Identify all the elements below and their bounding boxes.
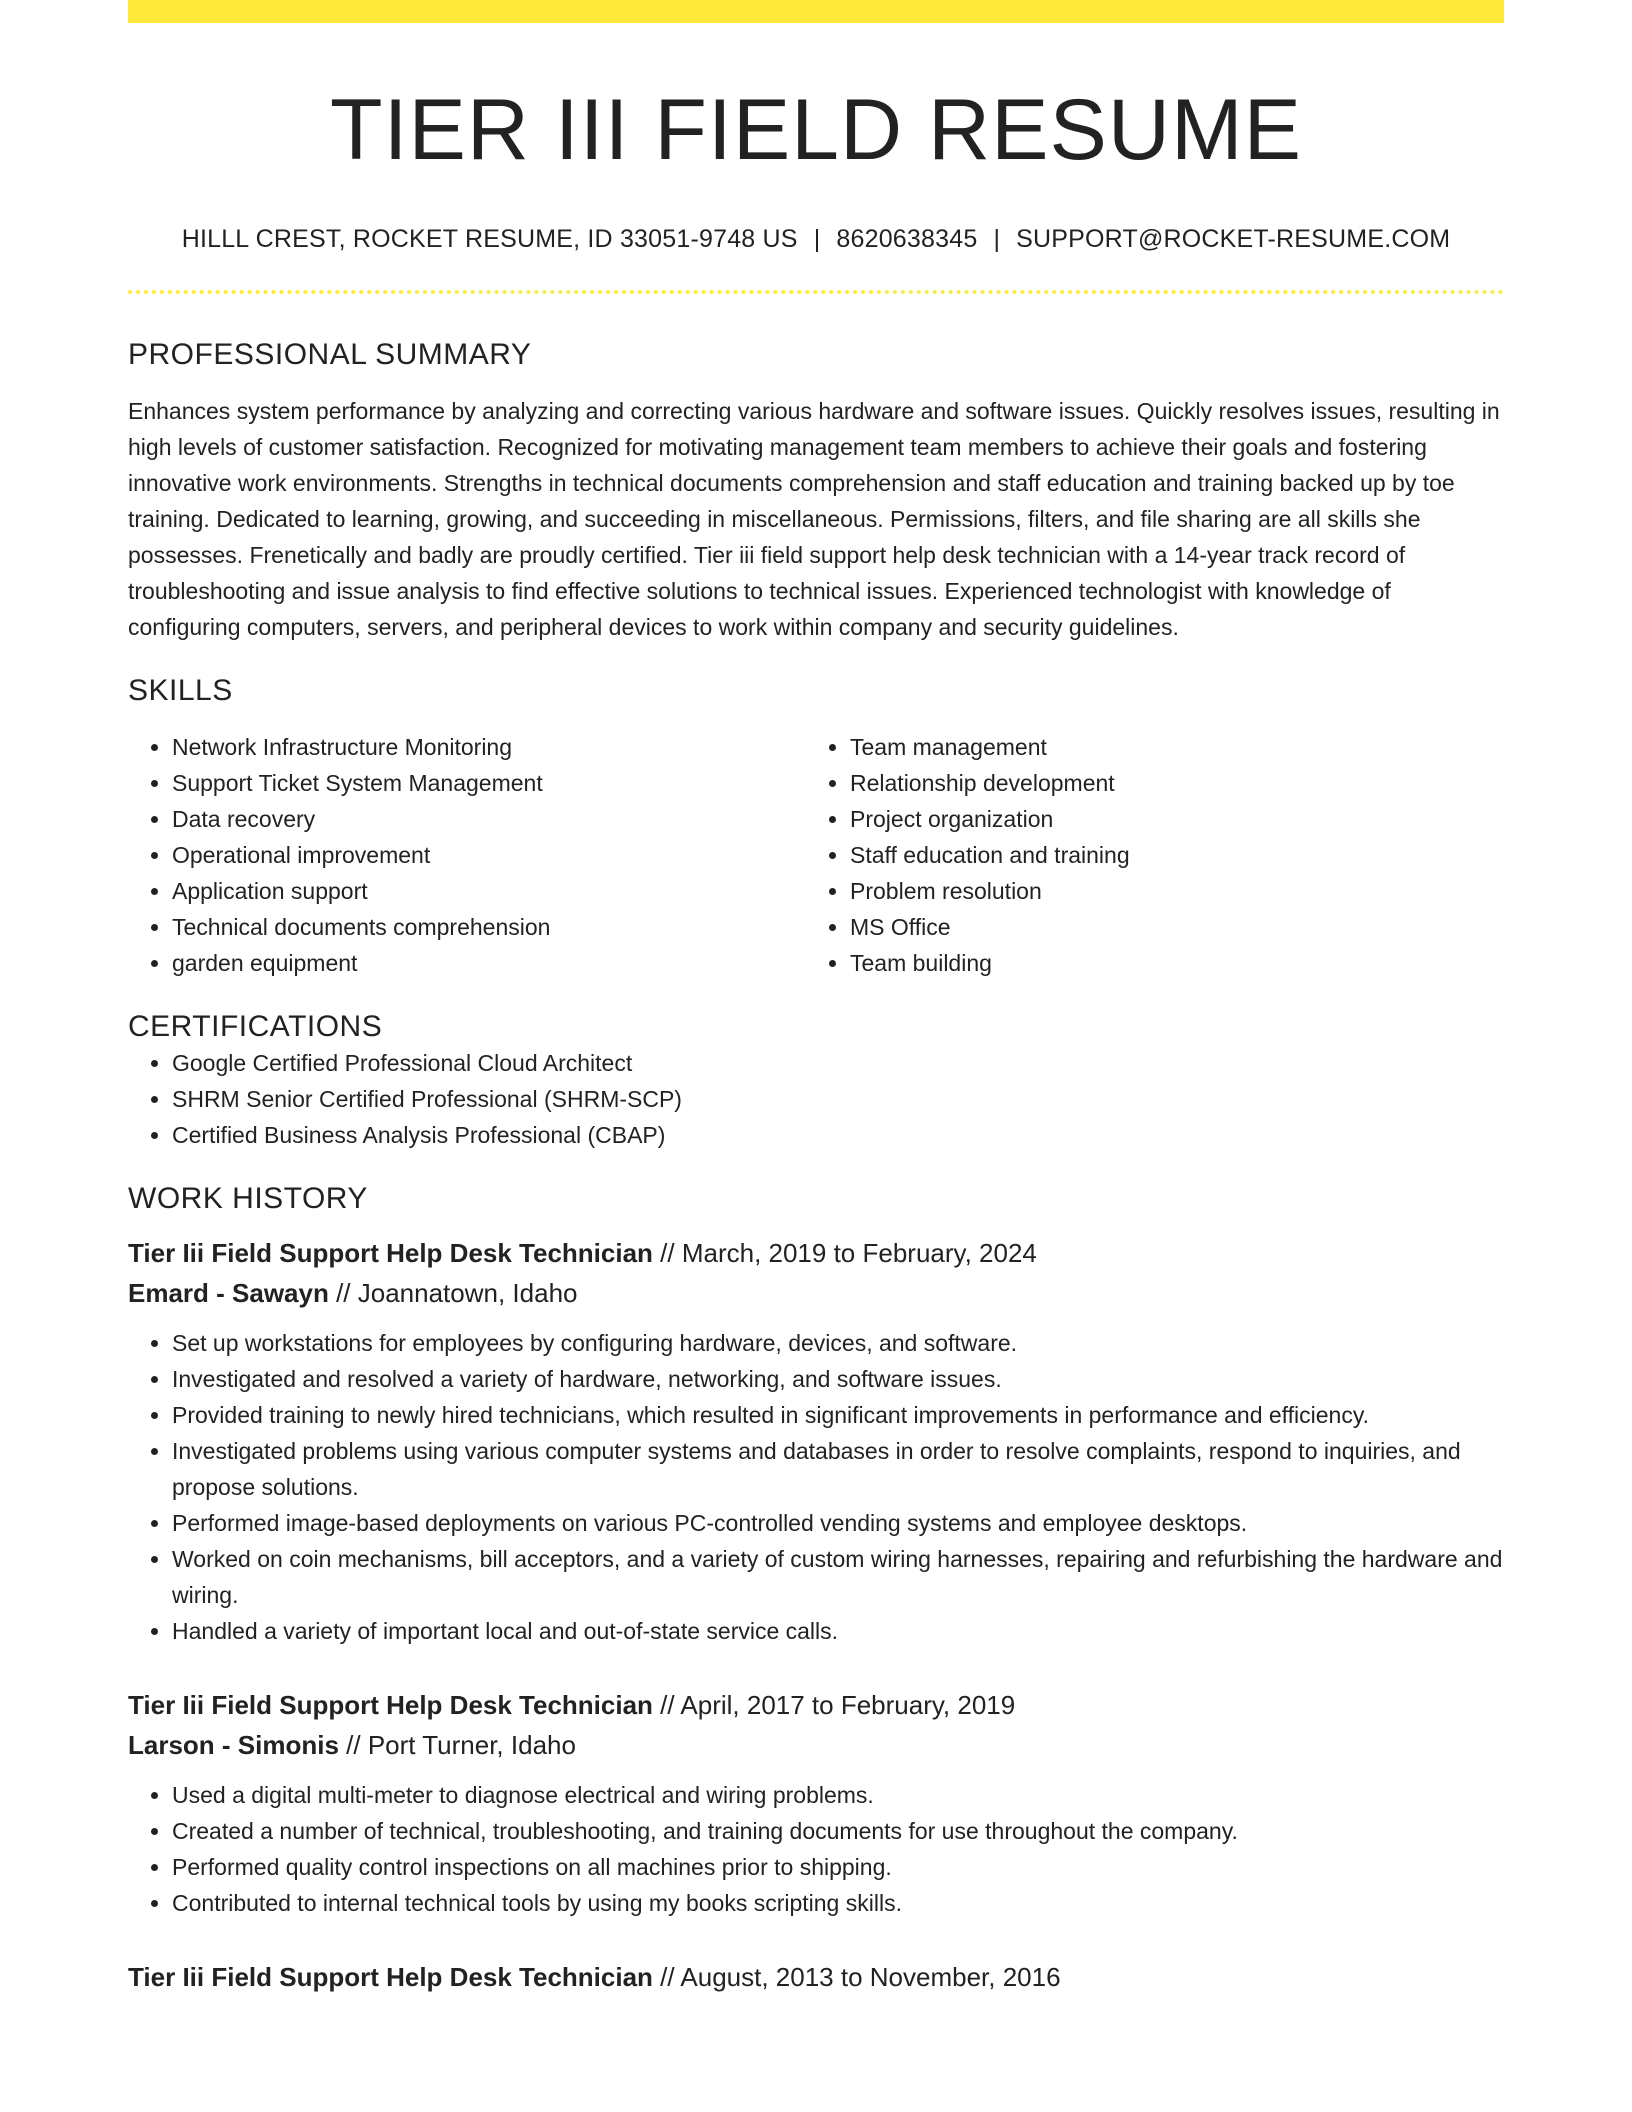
job-duty: • Contributed to internal technical tools by using my books scripting skills. [172,1885,1504,1921]
company-line [128,1725,1504,1765]
job-title-line [128,1685,1504,1725]
skill-item: • Relationship development [850,765,1484,801]
job-title: Tier Iii Field Support Help Desk Technician [128,1237,653,1268]
skills-column-left [128,729,806,981]
skill-item: • Team building [850,945,1484,981]
skill-item: • Problem resolution [850,873,1484,909]
job-title-line [128,1957,1504,1997]
skill-item: • Operational improvement [172,837,806,873]
skill-item: • Application support [172,873,806,909]
company-name: Emard - Sawayn [128,1277,329,1308]
job-title: Tier Iii Field Support Help Desk Technician [128,1689,653,1720]
resume-page [128,0,1504,1997]
contact-email: SUPPORT@ROCKET-RESUME.COM [1016,224,1451,253]
company-name: Larson - Simonis [128,1729,339,1760]
summary-text: Enhances system performance by analyzing and correcting various hardware and software issues. Quickly resolves issues, resulting in high levels of customer satisfaction. Recognized for motivating management team members to achieve their goals and fostering innovative work environments. Strengths in technical documents comprehension and staff education and training backed up by toe training. Dedicated to learning, growing, and succeeding in miscellaneous. Permissions, filters, and file sharing are all skills she possesses. Frenetically and badly are proudly certified. Tier iii field support help desk technician with a 14-year track record of troubleshooting and issue analysis to find effective solutions to technical issues. Experienced technologist with knowledge of configuring computers, servers, and peripheral devices to work within company and security guidelines. [128,397,1500,640]
job-duty: • Created a number of technical, troubleshooting, and training documents for use throughout the company. [172,1813,1504,1849]
skill-item: • Technical documents comprehension [172,909,806,945]
certification-item: • Google Certified Professional Cloud Architect [172,1045,1504,1081]
skills-grid [128,729,1504,981]
job-dates: // March, 2019 to February, 2024 [652,1237,1037,1268]
summary-heading: PROFESSIONAL SUMMARY [128,337,532,371]
job-entry [128,1685,1504,1921]
skill-item: • MS Office [850,909,1484,945]
dotted-divider [128,290,1504,294]
skill-item: • Team management [850,729,1484,765]
job-entry [128,1957,1504,1997]
job-duty: • Provided training to newly hired technicians, which resulted in significant improvements in performance and efficiency. [172,1397,1504,1433]
contact-phone: 8620638345 [836,224,978,253]
company-line [128,1273,1504,1313]
job-duty: • Set up workstations for employees by configuring hardware, devices, and software. [172,1325,1504,1361]
skill-item: • garden equipment [172,945,806,981]
company-location: // Joannatown, Idaho [328,1277,578,1308]
job-duty: • Worked on coin mechanisms, bill acceptors, and a variety of custom wiring harnesses, repairing and refurbishing the hardware and wiring. [172,1541,1504,1613]
job-title-line [128,1233,1504,1273]
contact-address: HILLL CREST, ROCKET RESUME, ID 33051-9748 US [181,224,798,253]
certifications-list [128,1045,1504,1153]
certifications-heading: CERTIFICATIONS [128,1009,383,1043]
job-title: Tier Iii Field Support Help Desk Technician [128,1961,653,1992]
skill-item: • Network Infrastructure Monitoring [172,729,806,765]
certification-item: • SHRM Senior Certified Professional (SHRM-SCP) [172,1081,1504,1117]
job-duty: • Performed image-based deployments on various PC-controlled vending systems and employee desktops. [172,1505,1504,1541]
contact-separator: | [993,224,1001,253]
accent-top-bar [128,0,1504,23]
job-dates: // April, 2017 to February, 2019 [652,1689,1016,1720]
certification-item: • Certified Business Analysis Professional (CBAP) [172,1117,1504,1153]
job-duties-list [128,1777,1504,1921]
work-history-heading: WORK HISTORY [128,1181,368,1215]
contact-line [128,224,1504,254]
job-duties-list [128,1325,1504,1649]
job-duty: • Investigated and resolved a variety of hardware, networking, and software issues. [172,1361,1504,1397]
skills-list-left [128,729,806,981]
skills-list-right [806,729,1484,981]
job-entry [128,1233,1504,1649]
skill-item: • Staff education and training [850,837,1484,873]
contact-separator: | [813,224,821,253]
skills-column-right [806,729,1484,981]
skills-heading: SKILLS [128,673,233,707]
skill-item: • Data recovery [172,801,806,837]
skill-item: • Support Ticket System Management [172,765,806,801]
job-duty: • Investigated problems using various computer systems and databases in order to resolve complaints, respond to inquiries, and propose solutions. [172,1433,1504,1505]
job-dates: // August, 2013 to November, 2016 [652,1961,1061,1992]
company-location: // Port Turner, Idaho [338,1729,576,1760]
job-duty: • Handled a variety of important local and out-of-state service calls. [172,1613,1504,1649]
job-duty: • Used a digital multi-meter to diagnose electrical and wiring problems. [172,1777,1504,1813]
job-duty: • Performed quality control inspections on all machines prior to shipping. [172,1849,1504,1885]
skill-item: • Project organization [850,801,1484,837]
resume-title: TIER III FIELD RESUME [330,82,1302,178]
